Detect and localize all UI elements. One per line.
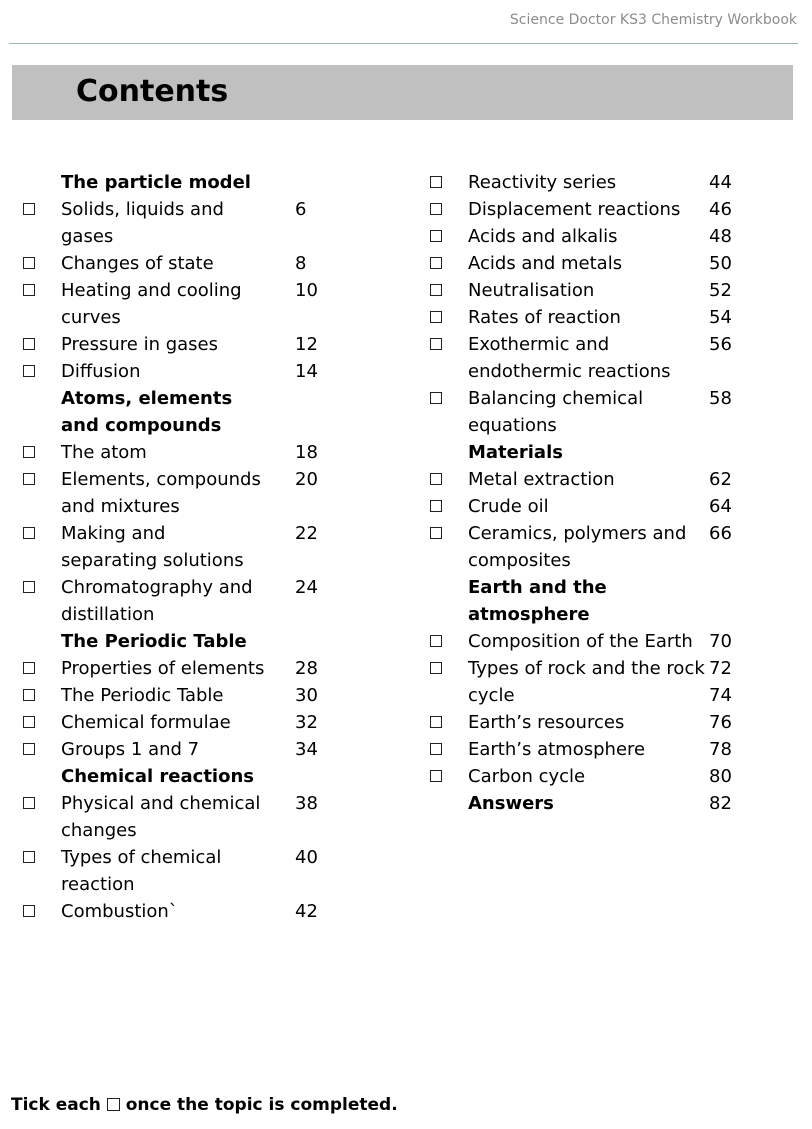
topic-row[interactable] [21,466,331,520]
topic-label: Types of chemical reaction [61,847,222,895]
page-number: 28 [295,658,318,679]
page-number: 10 [295,280,318,301]
page-number: 78 [709,739,732,760]
page-number: 20 [295,469,318,490]
topic-label: Groups 1 and 7 [61,739,200,760]
topic-label: Combustion` [61,901,178,922]
topic-checkbox[interactable] [23,446,35,458]
topic-checkbox[interactable] [23,338,35,350]
topic-label: Physical and chemical changes [61,793,261,841]
topic-label: Reactivity series [468,172,617,193]
title-band [12,65,793,120]
topic-label: Chemical formulae [61,712,231,733]
topic-label: Chemical reactions [61,766,254,787]
topic-checkbox[interactable] [430,662,442,674]
topic-label: Atoms, elements and compounds [61,388,233,436]
topic-row[interactable] [428,466,748,493]
topic-row[interactable] [21,520,331,574]
topic-label: Crude oil [468,496,549,517]
topic-row[interactable] [428,655,748,709]
topic-label: Displacement reactions [468,199,681,220]
topic-checkbox[interactable] [23,581,35,593]
topic-checkbox[interactable] [23,527,35,539]
topic-row[interactable] [21,736,331,763]
topic-row[interactable] [21,331,331,358]
topic-label: Heating and cooling curves [61,280,242,328]
topic-checkbox[interactable] [23,257,35,269]
topic-checkbox[interactable] [430,770,442,782]
section-heading [428,439,748,466]
topic-row[interactable] [21,250,331,277]
page-number: 64 [709,496,732,517]
topic-label: The Periodic Table [61,685,224,706]
topic-label: Carbon cycle [468,766,586,787]
topic-label: Earth’s resources [468,712,625,733]
page-number: 80 [709,766,732,787]
page-number: 24 [295,577,318,598]
topic-label: Types of rock and the rock cycle [468,658,705,706]
section-heading [21,628,331,655]
topic-label: Rates of reaction [468,307,621,328]
topic-checkbox[interactable] [23,743,35,755]
topic-label: Elements, compounds and mixtures [61,469,261,517]
section-heading [21,169,331,196]
topic-row[interactable] [21,277,331,331]
page-number: 58 [709,388,732,409]
topic-checkbox[interactable] [23,365,35,377]
topic-checkbox[interactable] [430,743,442,755]
page-number: 8 [295,253,307,274]
topic-row[interactable] [428,520,748,574]
topic-row[interactable] [428,277,748,304]
topic-row[interactable] [21,439,331,466]
topic-checkbox[interactable] [430,284,442,296]
topic-label: The atom [61,442,147,463]
topic-checkbox[interactable] [430,230,442,242]
topic-label: Changes of state [61,253,214,274]
page-number: 40 [295,847,318,868]
topic-row[interactable] [21,358,331,385]
topic-row[interactable] [428,169,748,196]
topic-row[interactable] [428,385,748,439]
footer-instruction [11,1095,398,1115]
topic-checkbox[interactable] [23,689,35,701]
page-number: 38 [295,793,318,814]
page-number: 12 [295,334,318,355]
topic-row[interactable] [21,898,331,925]
topic-label: Acids and metals [468,253,623,274]
topic-row[interactable] [428,250,748,277]
page-number: 76 [709,712,732,733]
topic-label: Earth and the atmosphere [468,577,607,625]
topic-row[interactable] [21,655,331,682]
topic-row[interactable] [428,304,748,331]
topic-checkbox[interactable] [430,257,442,269]
page-number: 6 [295,199,307,220]
topic-checkbox[interactable] [23,203,35,215]
page-number: 70 [709,631,732,652]
page-number: 30 [295,685,318,706]
section-heading [428,574,748,628]
topic-label: Balancing chemical equations [468,388,644,436]
section-heading [21,763,331,790]
topic-row[interactable] [21,790,331,844]
topic-label: Properties of elements [61,658,265,679]
page-number: 42 [295,901,318,922]
page-number: 44 [709,172,732,193]
topic-row[interactable] [21,574,331,628]
topic-label: Metal extraction [468,469,615,490]
topic-row[interactable] [21,196,331,250]
topic-row[interactable] [428,628,748,655]
page-number: 54 [709,307,732,328]
section-heading [428,790,748,817]
topic-checkbox[interactable] [23,797,35,809]
topic-checkbox[interactable] [23,284,35,296]
topic-label: Composition of the Earth [468,631,693,652]
header-text: Science Doctor KS3 Chemistry Workbook [509,12,797,28]
topic-label: Making and separating solutions [61,523,244,571]
topic-checkbox[interactable] [430,500,442,512]
topic-checkbox[interactable] [430,203,442,215]
checkbox-icon [107,1098,120,1111]
topic-checkbox[interactable] [430,338,442,350]
topic-label: Ceramics, polymers and composites [468,523,687,571]
topic-label: Neutralisation [468,280,595,301]
topic-row[interactable] [428,709,748,736]
topic-row[interactable] [428,763,748,790]
page-number: 74 [709,685,732,706]
topic-label: Answers [468,793,554,814]
header-divider [9,43,798,44]
topic-row[interactable] [428,736,748,763]
topic-checkbox[interactable] [430,176,442,188]
topic-label: The Periodic Table [61,631,247,652]
topic-label: Earth’s atmosphere [468,739,646,760]
topic-checkbox[interactable] [430,527,442,539]
topic-label: Materials [468,442,563,463]
topic-row[interactable] [428,223,748,250]
contents-right-column [428,169,748,817]
topic-checkbox[interactable] [23,905,35,917]
topic-row[interactable] [21,844,331,898]
page-number: 52 [709,280,732,301]
page-number: 62 [709,469,732,490]
contents-left-column [21,169,331,925]
topic-checkbox[interactable] [23,662,35,674]
section-heading [21,385,331,439]
page-number: 50 [709,253,732,274]
topic-checkbox[interactable] [430,635,442,647]
topic-row[interactable] [428,196,748,223]
page-number: 18 [295,442,318,463]
topic-label: Diffusion [61,361,141,382]
topic-label: Pressure in gases [61,334,218,355]
page-number: 34 [295,739,318,760]
topic-checkbox[interactable] [430,473,442,485]
topic-checkbox[interactable] [23,716,35,728]
page-number: 56 [709,334,732,355]
footer-text-before: Tick each [11,1095,101,1115]
topic-checkbox[interactable] [430,311,442,323]
page-number: 72 [709,658,732,679]
topic-checkbox[interactable] [430,392,442,404]
page-number: 66 [709,523,732,544]
topic-label: Solids, liquids and gases [61,199,224,247]
topic-row[interactable] [21,682,331,709]
topic-label: Chromatography and distillation [61,577,253,625]
topic-label: Exothermic and endothermic reactions [468,334,671,382]
topic-checkbox[interactable] [23,851,35,863]
page-number: 22 [295,523,318,544]
page-number: 82 [709,793,732,814]
topic-label: Acids and alkalis [468,226,618,247]
page-number: 32 [295,712,318,733]
topic-row[interactable] [428,493,748,520]
page-number: 14 [295,361,318,382]
topic-label: The particle model [61,172,251,193]
topic-checkbox[interactable] [430,716,442,728]
topic-row[interactable] [21,709,331,736]
topic-row[interactable] [428,331,748,385]
topic-checkbox[interactable] [23,473,35,485]
page-number: 46 [709,199,732,220]
page-number: 48 [709,226,732,247]
page-title: Contents [76,74,229,109]
footer-text-after: once the topic is completed. [125,1095,398,1115]
